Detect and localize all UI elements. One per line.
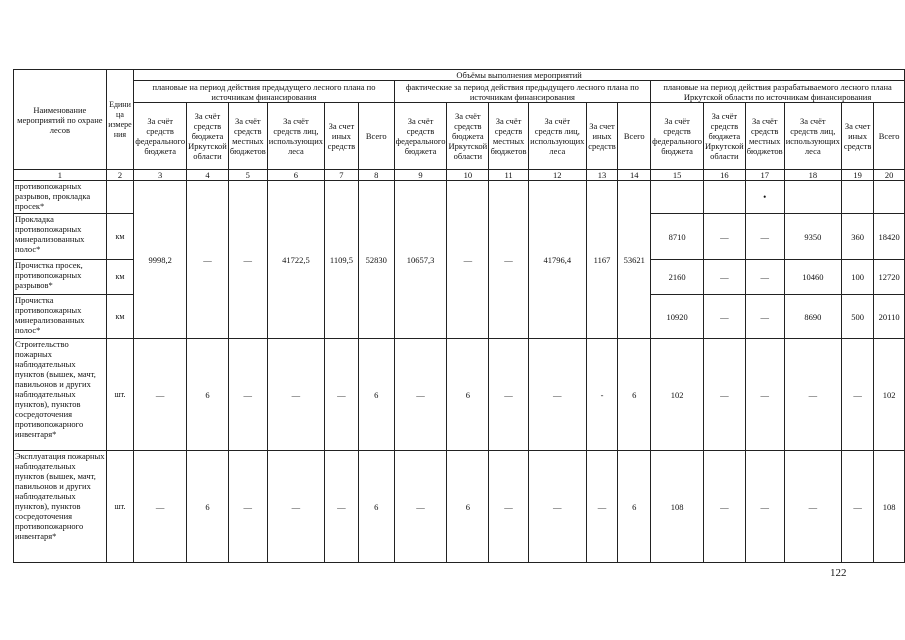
col-number: 7 xyxy=(325,170,359,181)
cell: 1109,5 xyxy=(325,181,359,339)
cell: 41722,5 xyxy=(267,181,324,339)
row-name: Эксплуатация пожарных наблюдательных пунктов (вышек, мачт, павильонов и других наблюдательных пунктов), пунктов сосредоточения противопожарного инвентаря* xyxy=(14,451,107,563)
cell: — xyxy=(228,451,267,563)
cell: — xyxy=(745,451,784,563)
page-number: 122 xyxy=(830,567,847,579)
cell: — xyxy=(703,214,745,260)
cell: • xyxy=(745,181,784,214)
cell: — xyxy=(489,451,529,563)
cell: — xyxy=(745,339,784,451)
col-number: 19 xyxy=(841,170,873,181)
cell: 6 xyxy=(187,339,229,451)
header-fed-2: За счёт средств федерального бюджета xyxy=(394,103,447,170)
cell: 20110 xyxy=(874,295,905,339)
header-group-planned-new: плановые на период действия разрабатываемого лесного плана Иркутской области по источникам финансирования xyxy=(651,81,905,103)
col-number: 13 xyxy=(586,170,618,181)
cell: 2160 xyxy=(651,260,704,295)
cell xyxy=(703,181,745,214)
header-total-1: Всего xyxy=(358,103,394,170)
cell: — xyxy=(703,260,745,295)
cell: — xyxy=(228,181,267,339)
header-fed-1: За счёт средств федерального бюджета xyxy=(134,103,187,170)
cell xyxy=(874,181,905,214)
col-number: 14 xyxy=(618,170,651,181)
cell: — xyxy=(528,451,586,563)
row-name: Прочистка просек, противопожарных разрывов* xyxy=(14,260,107,295)
header-group-actual-previous: фактические за период действия предыдущего лесного плана по источникам финансирования xyxy=(394,81,651,103)
cell: 6 xyxy=(358,451,394,563)
cell: 10460 xyxy=(784,260,841,295)
row-unit: км xyxy=(106,260,134,295)
header-other-1: За счет иных средств xyxy=(325,103,359,170)
row-unit: шт. xyxy=(106,339,134,451)
header-loc-2: За счёт средств местных бюджетов xyxy=(489,103,529,170)
cell: — xyxy=(784,339,841,451)
col-number: 10 xyxy=(447,170,489,181)
row-unit: км xyxy=(106,214,134,260)
cell: — xyxy=(784,451,841,563)
header-lease-3: За счёт средств лиц, использующих леса xyxy=(784,103,841,170)
cell: 10657,3 xyxy=(394,181,447,339)
cell: 1167 xyxy=(586,181,618,339)
cell: — xyxy=(489,339,529,451)
col-number: 6 xyxy=(267,170,324,181)
cell: — xyxy=(745,214,784,260)
col-number: 9 xyxy=(394,170,447,181)
cell: 10920 xyxy=(651,295,704,339)
header-loc-1: За счёт средств местных бюджетов xyxy=(228,103,267,170)
cell: 41796,4 xyxy=(528,181,586,339)
cell xyxy=(841,181,873,214)
col-number: 4 xyxy=(187,170,229,181)
cell: 52830 xyxy=(358,181,394,339)
header-total-3: Всего xyxy=(874,103,905,170)
cell: — xyxy=(489,181,529,339)
cell: — xyxy=(586,451,618,563)
header-other-3: За счет иных средств xyxy=(841,103,873,170)
cell: — xyxy=(134,451,187,563)
table-row xyxy=(14,181,905,214)
cell: 108 xyxy=(874,451,905,563)
cell: 12720 xyxy=(874,260,905,295)
cell: — xyxy=(325,339,359,451)
cell: — xyxy=(841,339,873,451)
cell: — xyxy=(267,339,324,451)
cell: 6 xyxy=(618,339,651,451)
col-number: 5 xyxy=(228,170,267,181)
table-row xyxy=(14,339,905,451)
header-total-2: Всего xyxy=(618,103,651,170)
cell: 500 xyxy=(841,295,873,339)
row-name: Прочистка противопожарных минерализованных полос* xyxy=(14,295,107,339)
header-lease-2: За счёт средств лиц, использующих леса xyxy=(528,103,586,170)
row-name: Прокладка противопожарных минерализованных полос* xyxy=(14,214,107,260)
col-number: 3 xyxy=(134,170,187,181)
header-reg-1: За счёт средств бюджета Иркутской области xyxy=(187,103,229,170)
cell: 6 xyxy=(187,451,229,563)
col-number: 1 xyxy=(14,170,107,181)
cell: — xyxy=(745,295,784,339)
cell: 53621 xyxy=(618,181,651,339)
cell: 100 xyxy=(841,260,873,295)
table-row xyxy=(14,451,905,563)
cell: — xyxy=(703,451,745,563)
cell: — xyxy=(394,451,447,563)
cell: 6 xyxy=(447,451,489,563)
cell: — xyxy=(528,339,586,451)
row-unit: шт. xyxy=(106,451,134,563)
cell: — xyxy=(187,181,229,339)
header-group-planned-previous: плановые на период действия предыдущего лесного плана по источникам финансирования xyxy=(134,81,394,103)
cell: 18420 xyxy=(874,214,905,260)
header-lease-1: За счёт средств лиц, использующих леса xyxy=(267,103,324,170)
header-reg-3: За счёт средств бюджета Иркутской области xyxy=(703,103,745,170)
header-volumes: Объёмы выполнения мероприятий xyxy=(134,70,905,81)
cell: 6 xyxy=(447,339,489,451)
col-number: 8 xyxy=(358,170,394,181)
cell: — xyxy=(134,339,187,451)
header-other-2: За счет иных средств xyxy=(586,103,618,170)
cell xyxy=(651,181,704,214)
cell: 102 xyxy=(874,339,905,451)
cell: 102 xyxy=(651,339,704,451)
measures-table xyxy=(13,69,905,563)
header-unit-col: Едини ца измере ния xyxy=(106,70,134,170)
header-name-col: Наименование мероприятий по охране лесов xyxy=(14,70,107,170)
col-number: 18 xyxy=(784,170,841,181)
col-number: 2 xyxy=(106,170,134,181)
cell: 9998,2 xyxy=(134,181,187,339)
header-loc-3: За счёт средств местных бюджетов xyxy=(745,103,784,170)
cell: 8710 xyxy=(651,214,704,260)
cell: 360 xyxy=(841,214,873,260)
header-fed-3: За счёт средств федерального бюджета xyxy=(651,103,704,170)
cell: — xyxy=(325,451,359,563)
cell: — xyxy=(267,451,324,563)
col-number: 17 xyxy=(745,170,784,181)
row-name: Строительство пожарных наблюдательных пунктов (вышек, мачт, павильонов и других наблюдательных пунктов), пунктов сосредоточения противопожарного инвентаря* xyxy=(14,339,107,451)
cell: — xyxy=(447,181,489,339)
cell: 6 xyxy=(358,339,394,451)
cell: — xyxy=(745,260,784,295)
col-number: 16 xyxy=(703,170,745,181)
col-number: 11 xyxy=(489,170,529,181)
row-name: противопожарных разрывов, прокладка просек* xyxy=(14,181,107,214)
col-number: 20 xyxy=(874,170,905,181)
row-unit: км xyxy=(106,295,134,339)
cell: 9350 xyxy=(784,214,841,260)
cell: — xyxy=(394,339,447,451)
column-numbers-row xyxy=(14,170,905,181)
header-reg-2: За счёт средств бюджета Иркутской области xyxy=(447,103,489,170)
cell: — xyxy=(228,339,267,451)
col-number: 15 xyxy=(651,170,704,181)
cell: 108 xyxy=(651,451,704,563)
cell: 8690 xyxy=(784,295,841,339)
cell: — xyxy=(841,451,873,563)
cell xyxy=(784,181,841,214)
cell: 6 xyxy=(618,451,651,563)
cell: — xyxy=(703,339,745,451)
cell: - xyxy=(586,339,618,451)
col-number: 12 xyxy=(528,170,586,181)
cell: — xyxy=(703,295,745,339)
row-unit xyxy=(106,181,134,214)
